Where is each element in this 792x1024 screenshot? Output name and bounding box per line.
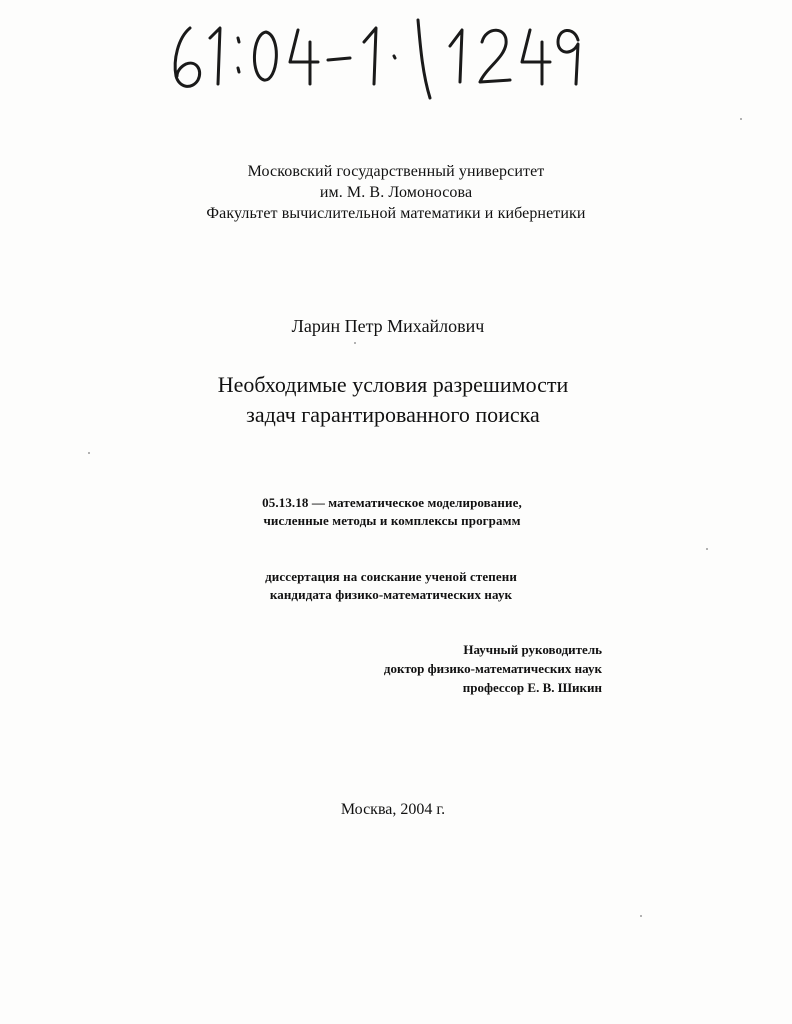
author-name: Ларин Петр Михайлович	[291, 316, 485, 336]
dissertation-title-line-1: Необходимые условия разрешимости	[217, 372, 569, 397]
specialty-line-2: численные методы и комплексы программ	[263, 513, 521, 528]
degree-line-1: диссертация на соискание ученой степени	[265, 569, 517, 584]
handwritten-archive-code	[168, 12, 588, 104]
specialty-line-1: 05.13.18 — математическое моделирование,	[262, 495, 522, 510]
institution-line-faculty: Факультет вычислительной математики и кибернетики	[206, 205, 586, 222]
institution-line-university: Московский государственный университет	[247, 163, 545, 180]
dissertation-title-line-2: задач гарантированного поиска	[246, 402, 540, 427]
degree-line-2: кандидата физико-математических наук	[269, 587, 513, 602]
city-year: Москва, 2004 г.	[340, 801, 446, 818]
institution-line-named: им. М. В. Ломоносова	[319, 184, 473, 201]
supervisor-name: профессор Е. В. Шикин	[462, 680, 602, 695]
handwriting-drawing	[168, 12, 588, 104]
supervisor-block	[330, 640, 602, 697]
supervisor-degree: доктор физико-математических наук	[383, 661, 602, 676]
supervisor-role: Научный руководитель	[463, 642, 602, 657]
